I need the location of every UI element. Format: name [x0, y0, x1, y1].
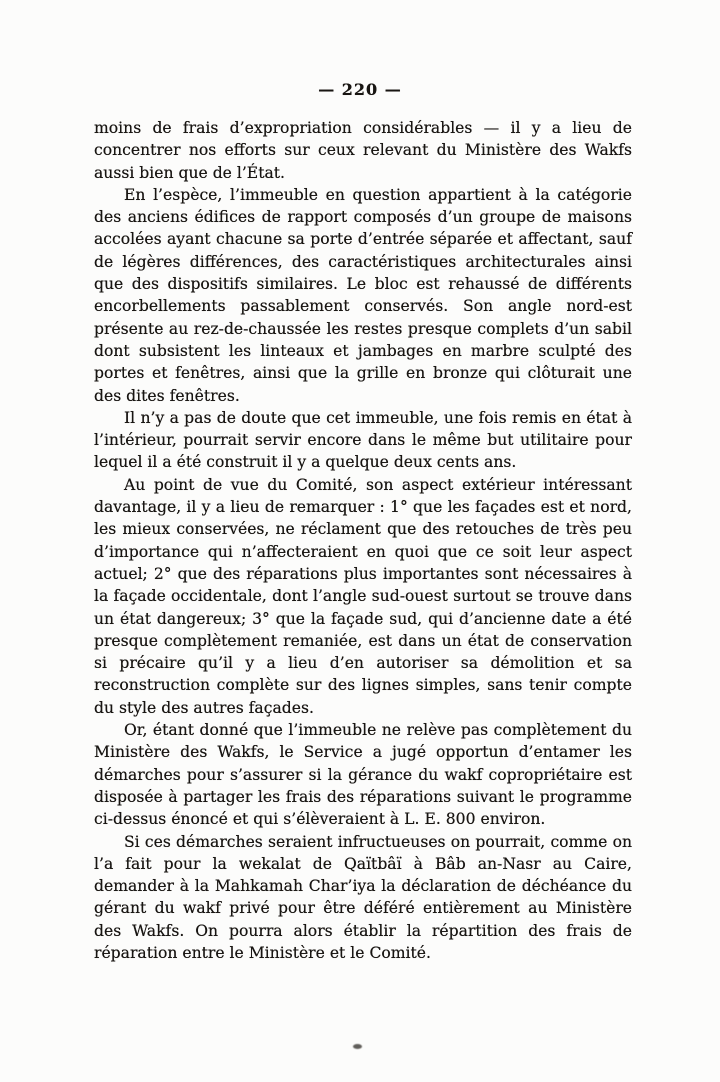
- paragraph: Or, étant donné que l’immeuble ne relève pas complètement du Ministère des Wakfs, le Service a jugé opportun d’entamer les démarches pour s’assurer si la gérance du wakf copropriétaire est disposée à partager les frais des réparations suivant le programme ci-dessus énoncé et qui s’élèveraient à L. E. 800 environ.: [94, 721, 632, 829]
- paragraph: Si ces démarches seraient infructueuses on pourrait, comme on l’a fait pour la wekalat de Qaïtbâï à Bâb an-Nasr au Caire, demander à la Mahkamah Char’iya la déclaration de déchéance du gérant du wakf privé pour être déféré entièrement au Ministère des Wakfs. On pourra alors établir la répartition des frais de réparation entre le Ministère et le Comité.: [94, 832, 632, 962]
- scan-artifact: [353, 1044, 362, 1049]
- paragraph: moins de frais d’expropriation considérables — il y a lieu de concentrer nos efforts sur ceux relevant du Ministère des Wakfs aussi bien que de l’État.: [94, 119, 632, 182]
- body-text: [94, 117, 632, 964]
- paragraph: En l’espèce, l’immeuble en question appartient à la catégorie des anciens édifices de rapport composés d’un groupe de maisons accolées ayant chacune sa porte d’entrée séparée et affectant, sauf de légères différences, des caractéristiques architecturales ainsi que des dispositifs similaires. Le bloc est rehaussé de différents encorbellements passablement conservés. Son angle nord-est présente au rez-de-chaussée les restes presque complets d’un sabil dont subsistent les linteaux et jambages en marbre sculpté des portes et fenêtres, ainsi que la grille en bronze qui clôturait une des dites fenêtres.: [94, 185, 632, 405]
- paragraph: Il n’y a pas de doute que cet immeuble, une fois remis en état à l’intérieur, pourrait servir encore dans le même but utilitaire pour lequel il a été construit il y a quelque deux cents ans.: [94, 408, 632, 472]
- paragraph: Au point de vue du Comité, son aspect extérieur intéressant davantage, il y a lieu de remarquer : 1° que les façades est et nord, les mieux conservées, ne réclament que des retouches de très peu d’importance qui n’affecteraient en quoi que ce soit leur aspect actuel; 2° que des réparations plus importantes sont nécessaires à la façade occidentale, dont l’angle sud-ouest surtout se trouve dans un état dangereux; 3° que la façade sud, qui d’ancienne date a été presque complètement remaniée, est dans un état de conservation si précaire qu’il y a lieu d’en autoriser sa démolition et sa reconstruction complète sur des lignes simples, sans tenir compte du style des autres façades.: [94, 475, 632, 717]
- page-number: — 220 —: [318, 80, 402, 99]
